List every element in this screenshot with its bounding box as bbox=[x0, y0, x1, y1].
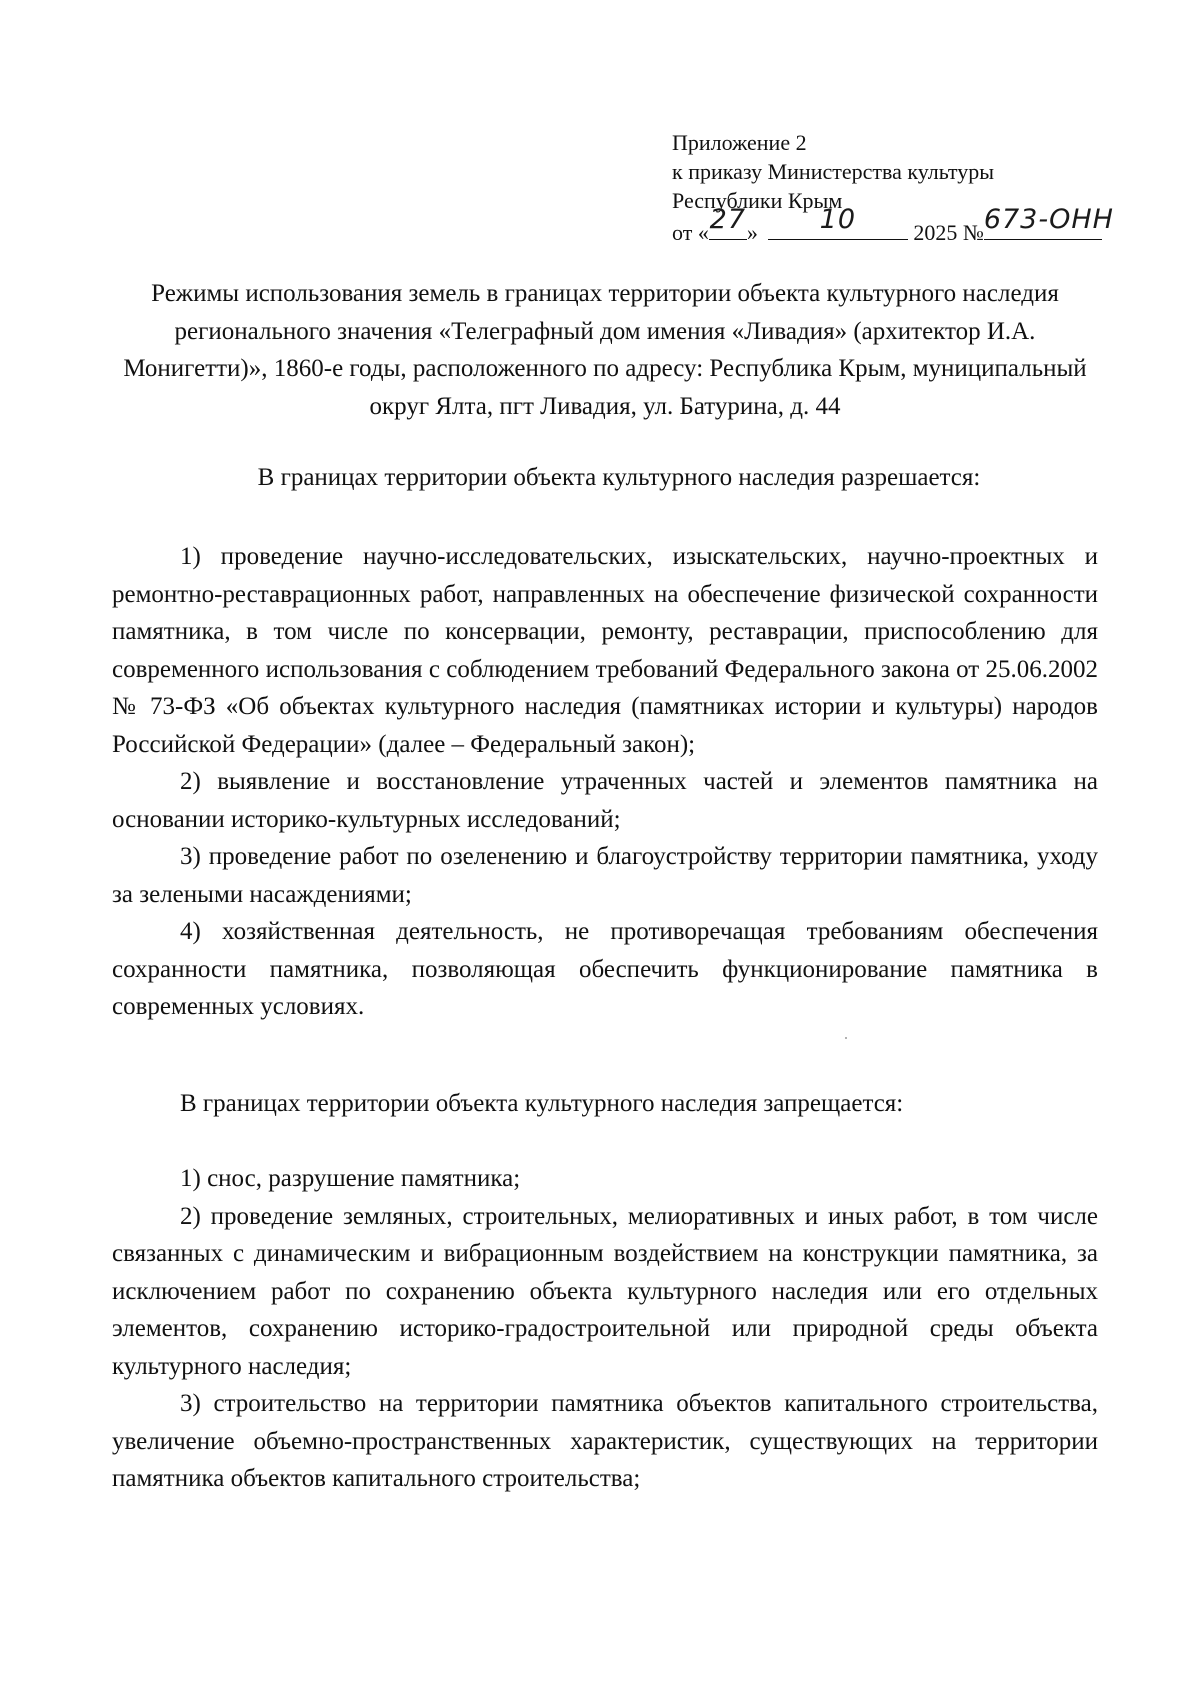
scan-speck bbox=[845, 1037, 847, 1039]
date-prefix: от « bbox=[672, 220, 709, 245]
prohibited-item: 1) снос, разрушение памятника; bbox=[180, 1165, 521, 1192]
month-blank bbox=[768, 204, 908, 240]
handwritten-month: 10 bbox=[819, 204, 856, 235]
appendix-date-line bbox=[672, 204, 1142, 247]
allowed-item: 1) проведение научно-исследовательских, изыскательских, научно-проектных и ремонтно-реставрационных работ, направленных на обеспечение физической сохранности памятника, в том числе по консервации, ремонту, реставрации, приспособлению для современного использования с соблюдением требований Федерального закона от 25.06.2002 № 73-ФЗ «Об объектах культурного наследия (памятниках истории и культуры) народов Российской Федерации» (далее – Федеральный закон); bbox=[112, 543, 1098, 758]
appendix-republic: Республики Крым bbox=[672, 188, 843, 213]
number-blank bbox=[983, 204, 1114, 240]
handwritten-day: 27 bbox=[709, 204, 746, 235]
allowed-item: 4) хозяйственная деятельность, не противоречащая требованиям обеспечения сохранности памятника, позволяющая обеспечить функционирование памятника в современных условиях. bbox=[112, 918, 1098, 1020]
allowed-item: 2) выявление и восстановление утраченных частей и элементов памятника на основании историко-культурных исследований; bbox=[112, 768, 1098, 833]
day-suffix: » bbox=[746, 220, 758, 245]
appendix-number: Приложение 2 bbox=[672, 130, 807, 155]
year-and-number-label: 2025 № bbox=[913, 220, 984, 245]
appendix-order-ref: к приказу Министерства культуры bbox=[672, 159, 995, 184]
prohibited-list bbox=[112, 1160, 1098, 1498]
prohibited-item: 3) строительство на территории памятника объектов капитального строительства, увеличение объемно-пространственных характеристик, существующих на территории памятника объектов капитального строительства; bbox=[112, 1390, 1098, 1492]
appendix-header bbox=[672, 128, 1142, 247]
document-title: Режимы использования земель в границах территории объекта культурного наследия регионального значения «Телеграфный дом имения «Ливадия» (архитектор И.А. Монигетти)», 1860-е годы, расположенного по адресу: Республика Крым, муниципальный округ Ялта, пгт Ливадия, ул. Батурина, д. 44 bbox=[123, 280, 1087, 420]
allowed-heading: В границах территории объекта культурного наследия разрешается: bbox=[257, 464, 981, 491]
allowed-list bbox=[112, 538, 1098, 1026]
prohibited-heading: В границах территории объекта культурного наследия запрещается: bbox=[180, 1090, 904, 1117]
handwritten-order-number: 673-ОНН bbox=[983, 204, 1114, 235]
prohibited-item: 2) проведение земляных, строительных, мелиоративных и иных работ, в том числе связанных с динамическим и вибрационным воздействием на конструкции памятника, за исключением работ по сохранению объекта культурного наследия или его отдельных элементов, сохранению историко-градостроительной или природной среды объекта культурного наследия; bbox=[112, 1202, 1098, 1380]
allowed-item: 3) проведение работ по озеленению и благоустройству территории памятника, уходу за зелеными насаждениями; bbox=[112, 843, 1098, 908]
day-blank bbox=[709, 204, 747, 240]
